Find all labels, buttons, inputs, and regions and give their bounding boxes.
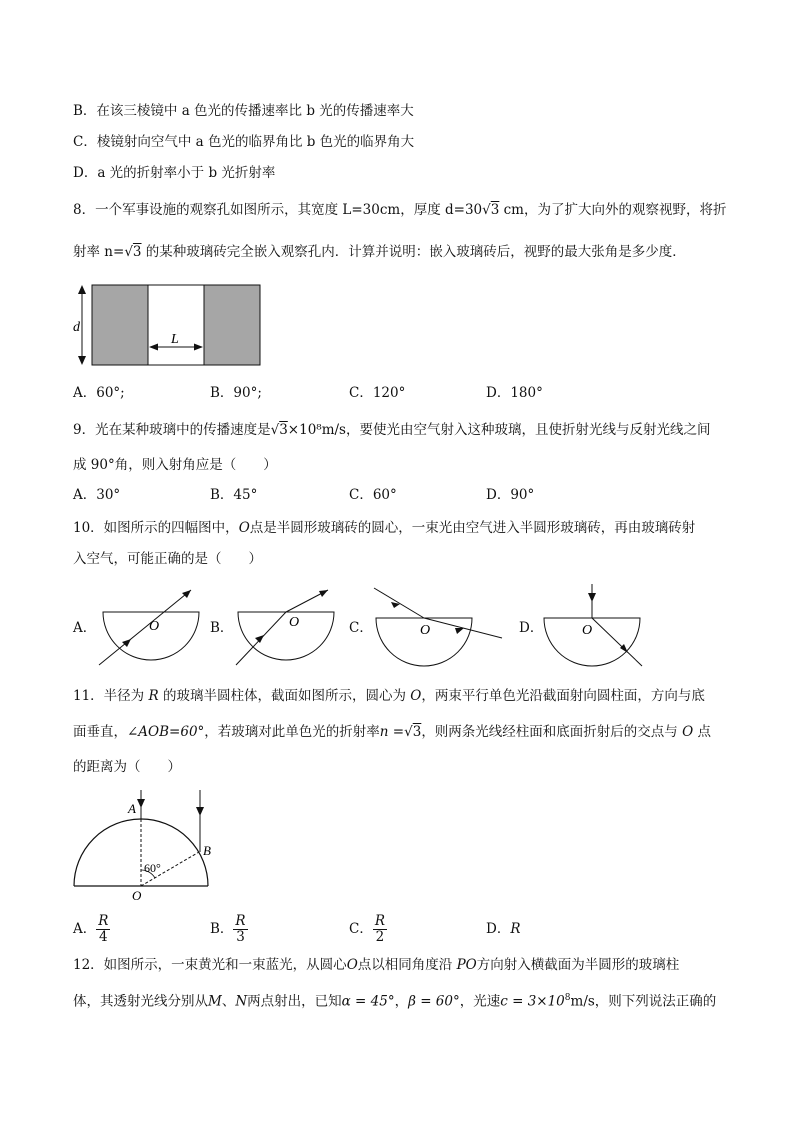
q12-stem-line2 (73, 988, 716, 1012)
q9-text-b: ×10⁸m/s，要使光由空气射入这种玻璃，且使折射光线与反射光线之间 (287, 422, 711, 438)
q9-option-d: D．90° (486, 487, 535, 503)
q8-sqrt-value-2: 3 (132, 244, 142, 260)
q11-frac-a-den: 4 (99, 929, 108, 945)
q11-option-d-value: R (510, 921, 521, 937)
q11-frac-c (373, 914, 387, 945)
q10-a-O: O (149, 619, 160, 634)
q12-N: N (235, 993, 248, 1010)
q11-n: n = (379, 724, 405, 740)
q8-option-a: A．60°; (73, 385, 125, 401)
q7-option-b: B．在该三棱镜中 a 色光的传播速率比 b 光的传播速率大 (73, 103, 414, 119)
q8-fig-L-label: L (171, 332, 179, 347)
q9-text-a: 9．光在某种玻璃中的传播速度是 (73, 422, 271, 438)
q8-text-d: 的某种玻璃砖完全嵌入观察孔内．计算并说明：嵌入玻璃砖后，视野的最大张角是多少度． (141, 244, 686, 260)
q9-option-b: B．45° (210, 487, 258, 503)
q12-text-c: 方向射入横截面为半圆形的玻璃柱 (476, 957, 680, 973)
q7-option-c: C．棱镜射向空气中 a 色光的临界角比 b 色光的临界角大 (73, 134, 415, 150)
sqrt-symbol: √ (270, 422, 280, 438)
q11-frac-b-num: R (235, 913, 246, 929)
q8-stem-line1 (73, 200, 726, 220)
q9-option-a: A．30° (73, 487, 121, 503)
q11-stem-line1 (73, 686, 705, 706)
q12-c-unit: m/s (570, 993, 595, 1010)
q9-sqrt-value: 3 (279, 422, 288, 438)
q11-text-b: 的玻璃半圆柱体，截面如图所示，圆心为 (158, 688, 411, 704)
q11-fig-B: B (203, 843, 211, 858)
q10-label-c: C． (349, 620, 373, 636)
q11-option-a-label: A． (73, 921, 97, 937)
q8-option-d: D．180° (486, 385, 543, 401)
q12-text-f: ，光速 (459, 993, 501, 1010)
q11-O-2: O (682, 724, 694, 740)
q11-option-c (349, 914, 387, 945)
q11-option-a (73, 914, 110, 945)
q8-text-b: cm，为了扩大向外的观察视野，将折 (499, 202, 727, 218)
q11-frac-b (233, 914, 247, 945)
q11-frac-a-num: R (98, 913, 109, 929)
q10-d-O: O (582, 623, 593, 638)
q11-option-b (210, 914, 248, 945)
q10-figure-a (93, 588, 205, 670)
q12-beta: β = 60° (408, 993, 460, 1010)
q8-text-a: 8．一个军事设施的观察孔如图所示，其宽度 L=30cm，厚度 d=30 (73, 202, 483, 218)
q10-b-O: O (289, 615, 300, 630)
q11-text-c: ，两束平行单色光沿截面射向圆柱面，方向与底 (421, 688, 705, 704)
q10-text-b: 点是半圆形玻璃砖的圆心，一束光由空气进入半圆形玻璃砖，再由玻璃砖射 (249, 520, 696, 536)
q11-stem-line3: 的距离为（ ） (73, 759, 181, 775)
q11-stem-line2 (73, 722, 711, 742)
q10-label-b: B． (210, 620, 234, 636)
q11-text-f: ，则两条光线经柱面和底面折射后的交点与 (421, 724, 683, 740)
q12-PO: PO (456, 957, 477, 973)
q11-fig-A: A (128, 801, 136, 816)
q8-stem-line2 (73, 242, 686, 262)
q11-option-c-label: C． (349, 921, 373, 937)
q8-option-b: B．90°; (210, 385, 262, 401)
q12-text-e: 两点射出，已知 (247, 993, 342, 1010)
q12-c: c = 3×10 (500, 993, 565, 1010)
q12-text-d: 体，其透射光线分别从 (73, 993, 208, 1010)
q11-option-d (486, 919, 521, 939)
q11-text-a: 11．半径为 (73, 688, 149, 704)
q12-c-exp: 8 (564, 993, 571, 1003)
q8-figure (72, 280, 272, 370)
q12-alpha: α = 45° (341, 993, 395, 1010)
q12-sep: 、 (221, 993, 236, 1010)
q8-option-c: C．120° (349, 385, 406, 401)
q10-O-symbol: O (238, 520, 250, 536)
q11-fig-angle: 60° (144, 861, 161, 875)
q11-frac-c-den: 2 (375, 929, 385, 945)
q9-option-c: C．60° (349, 487, 397, 503)
q10-c-O: O (420, 623, 431, 638)
q11-sqrt-value: 3 (412, 724, 422, 740)
q9-stem-line2: 成 90°角，则入射角应是（ ） (73, 457, 277, 473)
q11-O: O (410, 688, 422, 704)
q10-label-d: D． (519, 620, 544, 636)
q10-figure-d (538, 582, 650, 672)
sqrt-symbol: √ (124, 244, 133, 260)
q11-figure (66, 786, 216, 906)
q12-text-a: 12．如图所示，一束黄光和一束蓝光，从圆心 (73, 957, 347, 973)
sqrt-symbol: √ (404, 724, 413, 740)
q10-text-a: 10．如图所示的四幅图中， (73, 520, 239, 536)
q11-fig-O: O (132, 888, 142, 903)
q11-frac-b-den: 3 (236, 929, 245, 945)
q10-stem-line1 (73, 518, 695, 538)
q8-fig-d-label: d (73, 320, 80, 335)
sqrt-symbol: √ (482, 202, 491, 218)
q10-stem-line2: 入空气，可能正确的是（ ） (73, 551, 262, 567)
q9-stem-line1 (73, 420, 710, 440)
q12-comma: ， (394, 993, 409, 1010)
q11-frac-c-num: R (374, 913, 386, 929)
q12-M: M (208, 993, 222, 1010)
q11-text-e: ，若玻璃对此单色光的折射率 (204, 724, 380, 740)
q11-text-g: 点 (693, 724, 711, 740)
q10-figure-c (368, 582, 508, 666)
q11-text-d: 面垂直， (73, 724, 127, 740)
q8-text-c: 射率 n= (73, 244, 125, 260)
q12-stem-line1 (73, 955, 679, 975)
q11-frac-a (96, 914, 110, 945)
q8-sqrt-value: 3 (490, 202, 500, 218)
q11-option-b-label: B． (210, 921, 234, 937)
q11-R: R (148, 688, 159, 704)
q10-figure-b (228, 588, 340, 670)
q11-option-d-label: D． (486, 921, 511, 937)
q12-text-b: 点以相同角度沿 (357, 957, 457, 973)
q12-O: O (346, 957, 358, 973)
q12-text-g: ，则下列说法正确的 (594, 993, 717, 1010)
q7-option-d: D．a 光的折射率小于 b 光折射率 (73, 165, 276, 181)
q10-label-a: A． (73, 620, 97, 636)
q11-angle: ∠AOB=60° (127, 724, 205, 740)
